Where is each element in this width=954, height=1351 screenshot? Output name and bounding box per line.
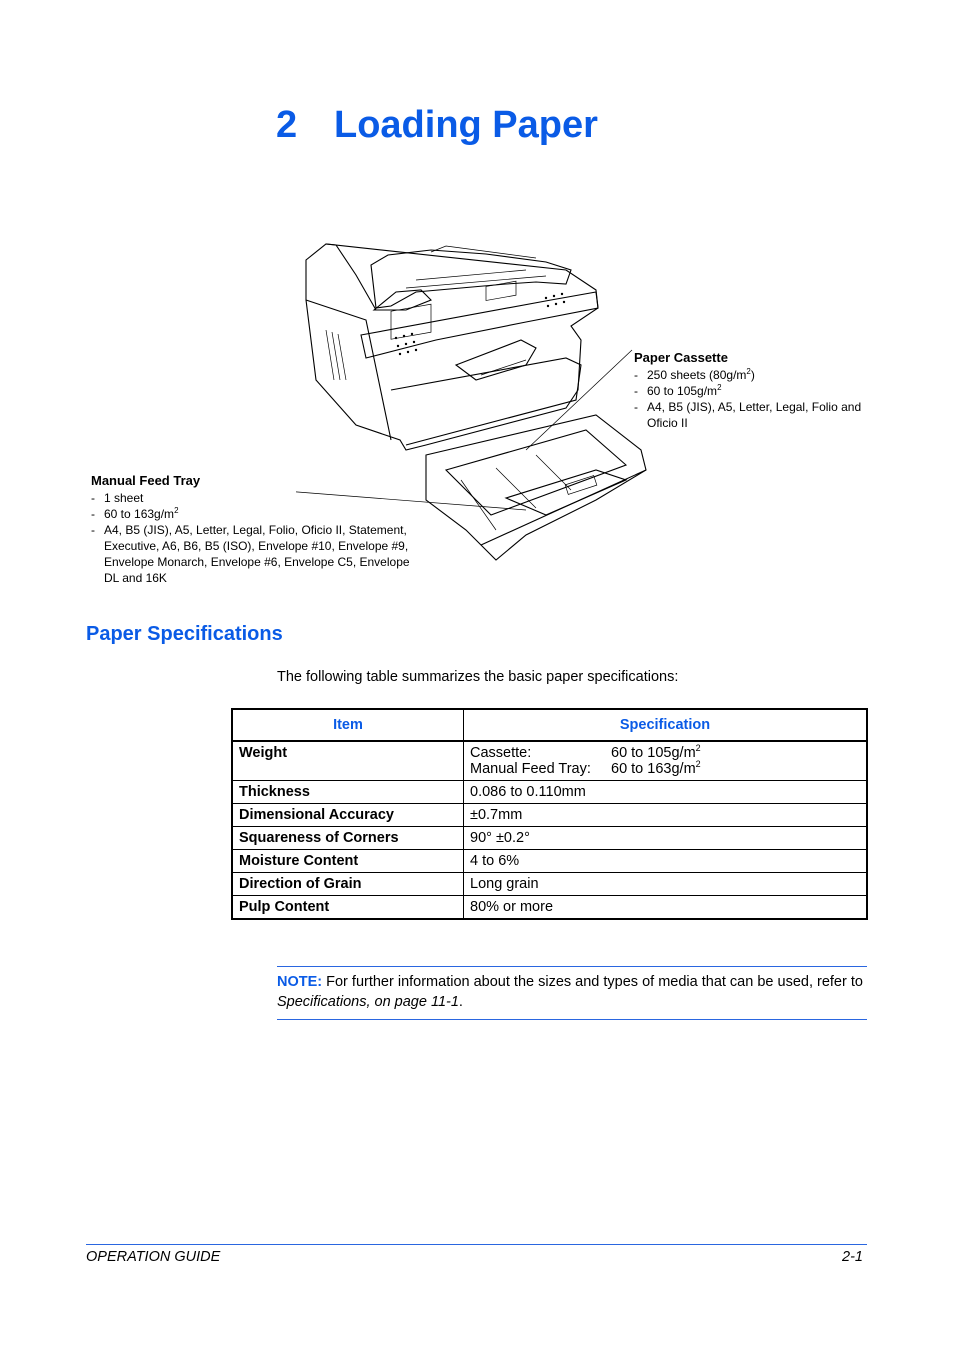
row-label: Thickness: [232, 781, 464, 804]
weight-cassette: [470, 745, 860, 761]
table-row: [232, 741, 867, 781]
table-row: [232, 781, 867, 804]
table-header-row: [232, 709, 867, 741]
paper-spec-table: [231, 708, 868, 920]
intro-paragraph: The following table summarizes the basic paper specifications:: [277, 669, 679, 685]
list-text: A4, B5 (JIS), A5, Letter, Legal, Folio, Oficio II, Statement, Executive, A6, B6, B5 (ISO), Envelope #10, Envelope #9, Envelope Monarch, Envelope #6, Envelope C5, Envelope DL and 16K: [104, 523, 410, 585]
table-row: [232, 850, 867, 873]
list-item: [91, 522, 421, 586]
list-text: 1 sheet: [104, 491, 144, 505]
row-label: Direction of Grain: [232, 873, 464, 896]
list-item: [634, 399, 864, 431]
note-box: [277, 966, 867, 1020]
list-item: [634, 383, 864, 399]
row-value: 80% or more: [464, 896, 868, 920]
list-dash: -: [634, 368, 638, 382]
manual-feed-tray-heading: Manual Feed Tray: [91, 473, 201, 488]
manual-feed-tray-callout: [91, 473, 421, 586]
row-label: Moisture Content: [232, 850, 464, 873]
weight-value: 60 to 163g/m: [611, 761, 696, 777]
section-title: Paper Specifications: [86, 623, 283, 645]
row-value: [464, 741, 868, 781]
list-item: [91, 490, 421, 506]
list-dash: -: [91, 523, 95, 537]
footer-guide-title: OPERATION GUIDE: [86, 1249, 221, 1265]
row-value: 90° ±0.2°: [464, 827, 868, 850]
weight-key: Manual Feed Tray:: [470, 761, 591, 777]
footer-divider: [86, 1244, 867, 1245]
column-header-specification: Specification: [464, 709, 868, 741]
list-item: [91, 506, 421, 522]
list-text: 250 sheets (80g/m: [647, 368, 747, 382]
column-header-item: Item: [232, 709, 464, 741]
superscript: 2: [174, 506, 179, 515]
list-dash: -: [634, 400, 638, 414]
row-label: Dimensional Accuracy: [232, 804, 464, 827]
list-dash: -: [634, 384, 638, 398]
list-item: [634, 367, 864, 383]
table-row: [232, 804, 867, 827]
row-label: Pulp Content: [232, 896, 464, 920]
list-text-after: ): [750, 368, 755, 382]
table-row: [232, 896, 867, 920]
superscript: 2: [717, 383, 722, 392]
chapter-title-text: Loading Paper: [334, 104, 598, 146]
row-label: Squareness of Corners: [232, 827, 464, 850]
superscript: 2: [695, 759, 701, 770]
paper-cassette-callout: [634, 350, 864, 431]
list-dash: -: [91, 507, 95, 521]
weight-value: 60 to 105g/m: [611, 745, 696, 761]
row-label: Weight: [232, 741, 464, 781]
note-end: .: [458, 994, 463, 1010]
note-link[interactable]: Specifications, on page 11-1: [277, 994, 459, 1010]
chapter-number: 2: [276, 104, 298, 146]
footer-page-number: 2-1: [842, 1249, 863, 1265]
chapter-title: [276, 104, 598, 147]
weight-tray: [470, 761, 860, 777]
row-value: ±0.7mm: [464, 804, 868, 827]
superscript: 2: [695, 743, 701, 754]
list-text: 60 to 105g/m: [647, 384, 718, 398]
list-text: 60 to 163g/m: [104, 507, 175, 521]
row-value: 4 to 6%: [464, 850, 868, 873]
weight-key: Cassette:: [470, 745, 532, 761]
superscript: 2: [746, 367, 751, 376]
paper-cassette-heading: Paper Cassette: [634, 350, 728, 365]
row-value: Long grain: [464, 873, 868, 896]
row-value: 0.086 to 0.110mm: [464, 781, 868, 804]
list-dash: -: [91, 491, 95, 505]
note-label: NOTE:: [277, 974, 323, 990]
list-text: A4, B5 (JIS), A5, Letter, Legal, Folio and Oficio II: [647, 400, 862, 430]
table-row: [232, 873, 867, 896]
table-row: [232, 827, 867, 850]
note-text: For further information about the sizes and types of media that can be used, refer to: [322, 974, 863, 990]
